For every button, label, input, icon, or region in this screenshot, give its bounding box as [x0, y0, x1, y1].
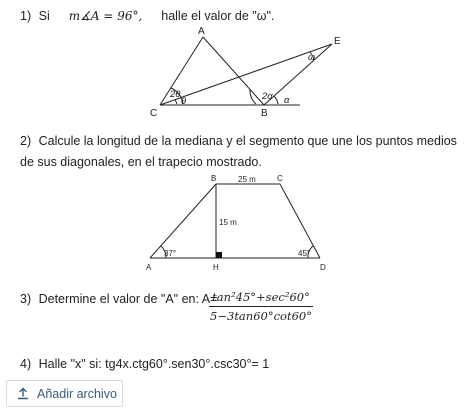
- vertex-a-label: A: [198, 26, 205, 37]
- question-1-ask: halle el valor de "ω".: [161, 9, 275, 23]
- vertex-b-label: B: [211, 174, 217, 183]
- right-angle-marker: [216, 252, 222, 258]
- vertex-c-label: C: [150, 108, 158, 119]
- angle-45-label: 45°: [298, 249, 311, 258]
- top-base-length-label: 25 m: [238, 175, 256, 184]
- angle-arc-c-inner: [175, 100, 177, 104]
- vertex-d-label: D: [320, 263, 326, 272]
- vertex-e-label: E: [334, 36, 341, 47]
- question-1-number: 1): [20, 9, 32, 23]
- question-3-text: Determine el valor de "A" en: A=: [38, 292, 218, 306]
- angle-two-theta-label: 2θ: [170, 89, 181, 100]
- question-4: [20, 356, 269, 373]
- angle-theta-label: θ: [181, 96, 187, 107]
- question-1-si: Si: [38, 9, 50, 23]
- angle-37-label: 37°: [164, 249, 177, 258]
- vertex-a-label: A: [146, 263, 152, 272]
- vertex-c-label: C: [277, 174, 283, 183]
- question-2: [20, 131, 470, 173]
- trapezoid-left-leg: [150, 184, 216, 258]
- question-4-text: Halle "x" si: tg4x.ctg60°.sen30°.csc30°= 1: [38, 357, 270, 371]
- question-3-number: 3): [20, 292, 32, 306]
- question-3-fraction: [209, 290, 313, 323]
- vertex-h-label: H: [213, 263, 219, 272]
- angle-alpha-label: α: [284, 95, 290, 106]
- question-4-number: 4): [20, 357, 32, 371]
- upload-icon: [17, 387, 29, 400]
- line-ca: [160, 37, 203, 105]
- add-file-button[interactable]: [6, 380, 123, 407]
- question-2-text: Calcule la longitud de la mediana y el segmento que une los puntos medios de sus diagonales, en el trapecio mostrado.: [20, 134, 457, 169]
- angle-two-alpha-label: 2α: [262, 91, 273, 102]
- question-1-condition: m∡A = 96°,: [68, 9, 143, 23]
- triangle-figure: [0, 0, 474, 130]
- trapezoid-right-leg: [280, 184, 320, 258]
- vertex-b-label: B: [261, 108, 268, 119]
- angle-arc-b-alpha: [274, 96, 278, 104]
- height-length-label: 15 m: [219, 218, 237, 227]
- fraction-numerator: tan²45°+sec²60°: [212, 290, 310, 304]
- add-file-label: Añadir archivo: [37, 386, 117, 401]
- question-3: [20, 291, 217, 308]
- angle-omega-label: ω: [308, 52, 316, 62]
- question-2-number: 2): [20, 134, 32, 148]
- trapezoid-figure: [0, 170, 474, 280]
- fraction-denominator: 5−3tan60°cot60°: [210, 309, 312, 323]
